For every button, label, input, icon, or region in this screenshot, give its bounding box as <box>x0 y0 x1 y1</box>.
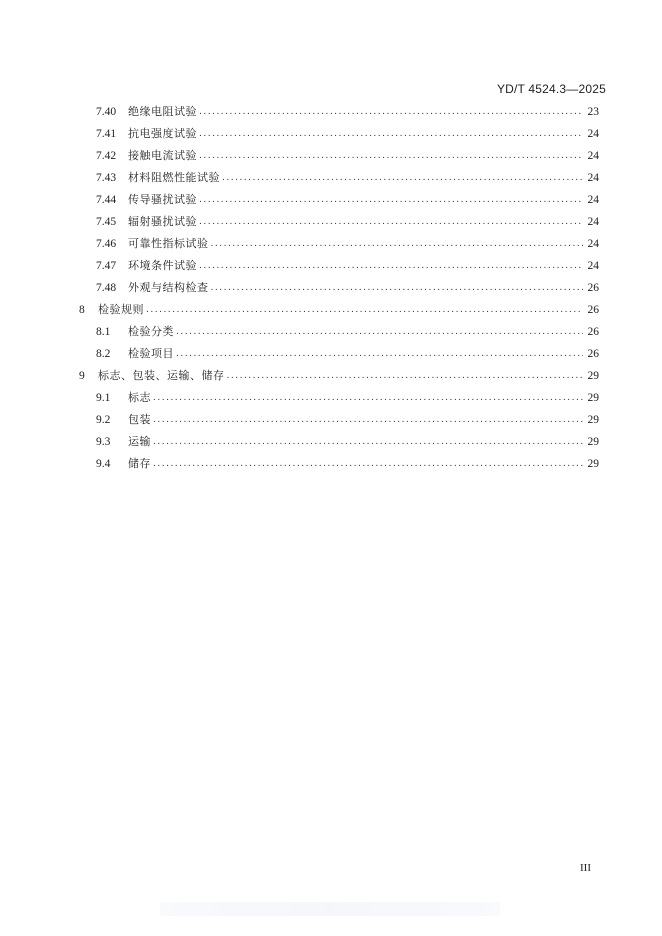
toc-entry-page: 26 <box>587 304 599 316</box>
toc-entry-page: 29 <box>587 392 599 404</box>
toc-leader-dots <box>211 277 584 299</box>
toc-entry-title: 环境条件试验 <box>128 259 197 272</box>
table-of-contents <box>79 101 599 475</box>
toc-entry-number: 7.41 <box>96 128 117 140</box>
toc-entry[interactable] <box>79 211 599 233</box>
toc-leader-dots <box>153 431 583 453</box>
toc-entry-number: 9 <box>79 370 85 382</box>
toc-entry-number: 9.3 <box>96 436 111 448</box>
toc-leader-dots <box>176 343 583 365</box>
toc-entry[interactable] <box>79 365 599 387</box>
toc-entry-number: 7.43 <box>96 172 117 184</box>
page-number: III <box>580 862 591 874</box>
toc-leader-dots <box>222 167 583 189</box>
toc-entry-page: 24 <box>587 150 599 162</box>
toc-leader-dots <box>199 145 583 167</box>
toc-entry-title: 储存 <box>128 457 151 470</box>
toc-entry-title: 绝缘电阻试验 <box>128 105 197 118</box>
toc-entry[interactable] <box>79 299 599 321</box>
toc-entry-page: 24 <box>587 260 599 272</box>
toc-leader-dots <box>211 233 584 255</box>
toc-entry[interactable] <box>79 453 599 475</box>
toc-entry-title: 辐射骚扰试验 <box>128 215 197 228</box>
toc-leader-dots <box>176 321 583 343</box>
toc-leader-dots <box>153 453 583 475</box>
toc-entry-title: 材料阻燃性能试验 <box>128 171 220 184</box>
toc-entry-title: 抗电强度试验 <box>128 127 197 140</box>
toc-entry-page: 29 <box>587 458 599 470</box>
toc-entry[interactable] <box>79 277 599 299</box>
toc-leader-dots <box>227 365 584 387</box>
toc-leader-dots <box>199 211 583 233</box>
toc-entry-title: 外观与结构检查 <box>128 281 209 294</box>
toc-entry-number: 8.1 <box>96 326 111 338</box>
toc-entry[interactable] <box>79 233 599 255</box>
toc-entry-number: 9.4 <box>96 458 111 470</box>
toc-entry-page: 24 <box>587 172 599 184</box>
toc-entry[interactable] <box>79 409 599 431</box>
toc-entry-title: 检验规则 <box>98 303 144 316</box>
toc-entry-page: 26 <box>587 348 599 360</box>
toc-leader-dots <box>146 299 583 321</box>
toc-entry[interactable] <box>79 321 599 343</box>
toc-entry-number: 7.47 <box>96 260 117 272</box>
toc-entry-title: 接触电流试验 <box>128 149 197 162</box>
toc-entry-page: 24 <box>587 216 599 228</box>
toc-leader-dots <box>199 123 583 145</box>
toc-entry-title: 包装 <box>128 413 151 426</box>
toc-entry[interactable] <box>79 387 599 409</box>
toc-entry-number: 9.1 <box>96 392 111 404</box>
toc-entry-title: 标志、包装、运输、储存 <box>98 369 225 382</box>
toc-leader-dots <box>153 409 583 431</box>
toc-entry-title: 检验分类 <box>128 325 174 338</box>
toc-entry[interactable] <box>79 101 599 123</box>
toc-entry[interactable] <box>79 123 599 145</box>
toc-entry-page: 24 <box>587 238 599 250</box>
toc-entry[interactable] <box>79 431 599 453</box>
toc-entry[interactable] <box>79 145 599 167</box>
toc-entry[interactable] <box>79 343 599 365</box>
toc-entry[interactable] <box>79 189 599 211</box>
toc-entry-title: 检验项目 <box>128 347 174 360</box>
toc-entry-number: 9.2 <box>96 414 111 426</box>
toc-entry-page: 29 <box>587 414 599 426</box>
toc-entry-page: 24 <box>587 194 599 206</box>
standard-code-header: YD/T 4524.3—2025 <box>496 82 606 96</box>
toc-entry-page: 26 <box>587 282 599 294</box>
footer-watermark-strip <box>160 902 500 916</box>
toc-entry-number: 7.42 <box>96 150 117 162</box>
toc-entry-page: 24 <box>587 128 599 140</box>
toc-entry-page: 23 <box>587 106 599 118</box>
toc-leader-dots <box>153 387 583 409</box>
toc-leader-dots <box>199 255 583 277</box>
toc-entry-page: 29 <box>587 436 599 448</box>
toc-entry-number: 7.48 <box>96 282 117 294</box>
toc-entry-number: 7.45 <box>96 216 117 228</box>
toc-entry-number: 7.46 <box>96 238 117 250</box>
toc-entry-number: 8.2 <box>96 348 111 360</box>
toc-entry-page: 29 <box>587 370 599 382</box>
toc-entry-page: 26 <box>587 326 599 338</box>
toc-entry-number: 7.44 <box>96 194 117 206</box>
toc-entry-number: 8 <box>79 304 85 316</box>
toc-entry-title: 传导骚扰试验 <box>128 193 197 206</box>
toc-entry-number: 7.40 <box>96 106 117 118</box>
toc-entry[interactable] <box>79 167 599 189</box>
toc-leader-dots <box>199 101 583 123</box>
toc-entry-title: 标志 <box>128 391 151 404</box>
toc-leader-dots <box>199 189 583 211</box>
toc-entry-title: 运输 <box>128 435 151 448</box>
toc-entry-title: 可靠性指标试验 <box>128 237 209 250</box>
toc-entry[interactable] <box>79 255 599 277</box>
